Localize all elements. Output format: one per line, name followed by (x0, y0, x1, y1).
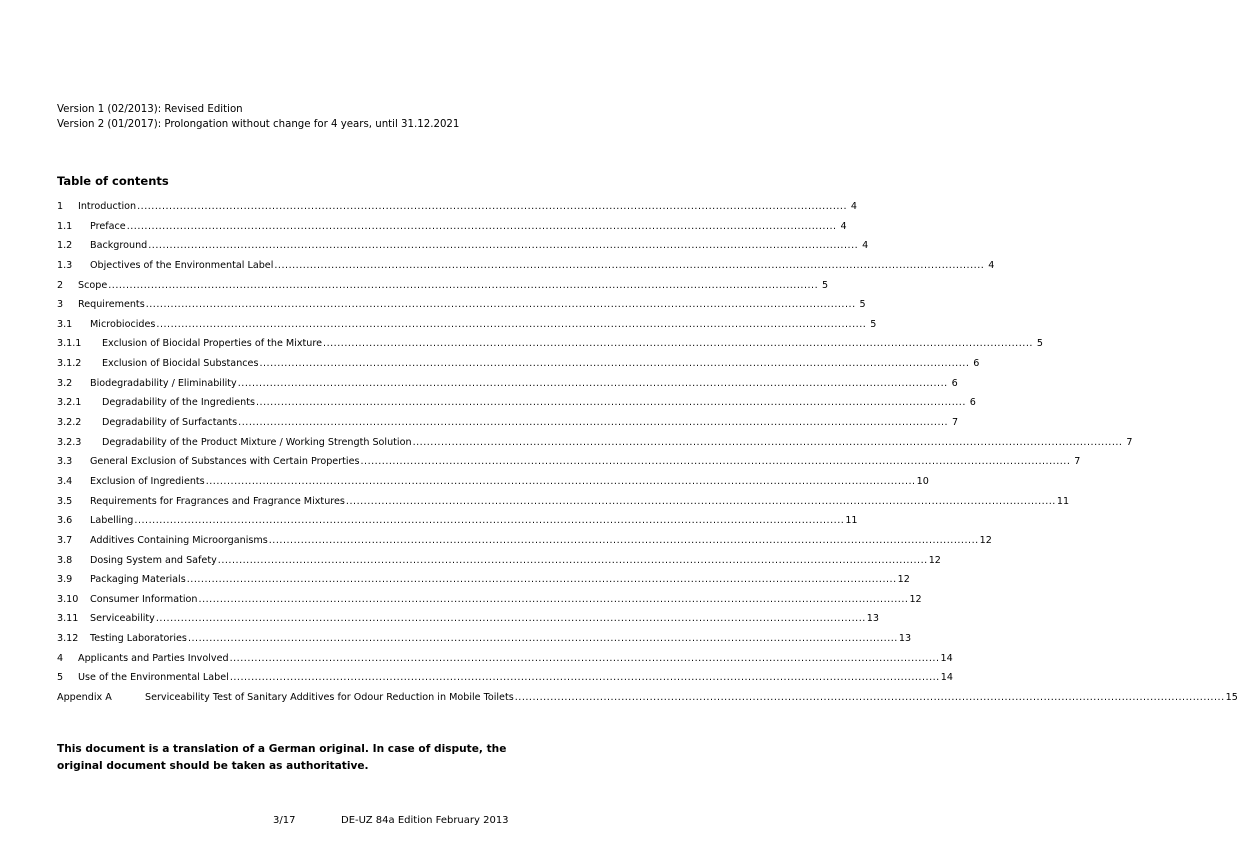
toc-entry-page: 13 (898, 633, 912, 645)
toc-entry-number: 3.6 (57, 515, 73, 527)
toc-entry[interactable] (57, 358, 980, 378)
toc-entry-number: 3.7 (57, 534, 73, 546)
toc-entry-label: Degradability of the Ingredients (102, 397, 255, 409)
toc-entry-label: Use of the Environmental Label (78, 672, 229, 684)
table-of-contents (57, 201, 1238, 712)
toc-entry-page: 4 (862, 240, 869, 252)
toc-entry[interactable] (57, 495, 1070, 516)
toc-entry-page: 12 (979, 534, 992, 546)
toc-leader-dots: ........................................................................................................................................................................................................ (126, 220, 837, 232)
toc-entry-label: Biodegradability / Eliminability (90, 377, 237, 389)
toc-entry-number: 1.2 (57, 240, 73, 252)
toc-entry[interactable] (57, 220, 847, 241)
toc-entry-label: Testing Laboratories (90, 633, 187, 645)
toc-entry-number: 3.4 (57, 475, 73, 487)
toc-leader-dots: ........................................................................................................................................................................................................ (514, 692, 1225, 704)
toc-leader-dots: ........................................................................................................................................................................................................ (229, 652, 940, 664)
toc-leader-dots: ........................................................................................................................................................................................................ (148, 240, 859, 252)
toc-entry-number: 3.8 (57, 554, 73, 566)
toc-leader-dots: ........................................................................................................................................................................................................ (186, 574, 897, 586)
toc-entry-page: 15 (1225, 692, 1238, 704)
toc-entry-label: Requirements (78, 299, 145, 311)
toc-entry-label: Scope (78, 279, 108, 291)
toc-entry-label: Exclusion of Ingredients (90, 475, 205, 487)
toc-leader-dots: ........................................................................................................................................................................................................ (217, 554, 928, 566)
toc-entry-page: 6 (951, 377, 958, 389)
toc-entry-page: 12 (909, 593, 922, 605)
toc-entry-label: Additives Containing Microorganisms (90, 534, 268, 546)
toc-entry-page: 14 (940, 672, 953, 684)
toc-entry[interactable] (57, 515, 858, 535)
toc-entry-number: 3.11 (57, 613, 79, 625)
toc-leader-dots: ........................................................................................................................................................................................................ (323, 338, 1033, 350)
toc-leader-dots: ........................................................................................................................................................................................................ (229, 672, 940, 684)
version-line-2: Version 2 (01/2017): Prolongation without change for 4 years, until 31.12.2021 (57, 119, 460, 130)
toc-leader-dots: ........................................................................................................................................................................................................ (412, 436, 1123, 448)
toc-entry[interactable] (57, 613, 880, 633)
toc-entry-page: 12 (897, 574, 910, 586)
toc-leader-dots: ........................................................................................................................................................................................................ (156, 318, 867, 330)
toc-entry[interactable] (57, 397, 976, 417)
toc-entry-number: 3.5 (57, 495, 73, 507)
toc-entry-label: General Exclusion of Substances with Certain Properties (90, 456, 360, 468)
version-history (57, 102, 459, 132)
toc-leader-dots: ........................................................................................................................................................................................................ (134, 515, 845, 527)
toc-entry-page: 6 (973, 358, 980, 370)
toc-leader-dots: ........................................................................................................................................................................................................ (187, 633, 898, 645)
toc-heading: Table of contents (57, 174, 169, 188)
toc-entry-label: Introduction (78, 201, 137, 212)
toc-entry[interactable] (57, 377, 958, 398)
toc-entry-number: 3 (57, 299, 64, 311)
translation-note: This document is a translation of a German original. In case of dispute, the original document should be taken as authoritative. (57, 743, 507, 772)
toc-entry-page: 10 (916, 475, 929, 487)
toc-entry[interactable] (57, 240, 869, 260)
toc-entry-number: 3.12 (57, 633, 79, 645)
toc-entry-label: Microbiocides (90, 318, 156, 330)
toc-entry-label: Dosing System and Safety (90, 554, 217, 566)
edition-label: DE-UZ 84a Edition February 2013 (341, 815, 509, 826)
toc-entry[interactable] (57, 574, 910, 594)
toc-leader-dots: ........................................................................................................................................................................................................ (360, 456, 1071, 468)
toc-entry-number: 5 (57, 672, 64, 684)
toc-entry-label: Packaging Materials (90, 574, 186, 586)
toc-entry[interactable] (57, 672, 953, 692)
toc-entry[interactable] (57, 534, 992, 555)
toc-entry-number: 3.1.2 (57, 358, 82, 370)
version-line-1: Version 1 (02/2013): Revised Edition (57, 104, 243, 115)
toc-entry-number: 3.1 (57, 318, 73, 330)
toc-entry-number: 2 (57, 279, 64, 291)
toc-entry-page: 13 (866, 613, 880, 625)
toc-entry-label: Degradability of the Product Mixture / Working Strength Solution (102, 436, 412, 448)
toc-leader-dots: ........................................................................................................................................................................................................ (274, 259, 985, 271)
toc-leader-dots: ........................................................................................................................................................................................................ (255, 397, 966, 409)
toc-leader-dots: ........................................................................................................................................................................................................ (345, 495, 1056, 507)
toc-entry-page: 4 (840, 220, 847, 232)
toc-entry-page: 7 (951, 417, 959, 429)
toc-entry[interactable] (57, 299, 866, 319)
toc-entry-page: 5 (822, 279, 829, 291)
toc-entry-label: Serviceability (90, 613, 155, 625)
toc-entry-page: 5 (870, 318, 877, 330)
toc-leader-dots: ........................................................................................................................................................................................................ (237, 377, 948, 389)
toc-entry-page: 7 (1126, 436, 1133, 448)
toc-entry[interactable] (57, 259, 995, 280)
toc-entry-page: 7 (1074, 456, 1081, 468)
toc-entry-number: 4 (57, 652, 64, 664)
toc-entry-number: 1.1 (57, 220, 73, 232)
toc-entry-label: Serviceability Test of Sanitary Additives for Odour Reduction in Mobile Toilets (145, 692, 514, 704)
toc-entry-page: 5 (859, 299, 866, 311)
toc-entry-number: 3.3 (57, 456, 73, 468)
toc-entry-label: Labelling (90, 515, 134, 527)
toc-entry-page: 4 (988, 259, 995, 271)
toc-entry-number: 3.2.1 (57, 397, 82, 409)
toc-entry[interactable] (57, 475, 929, 496)
toc-entry-label: Applicants and Parties Involved (78, 652, 229, 664)
toc-entry[interactable] (57, 417, 959, 437)
toc-entry-number: 3.10 (57, 593, 79, 605)
toc-entry-label: Background (90, 240, 148, 252)
toc-entry-label: Requirements for Fragrances and Fragrance Mixtures (90, 495, 345, 507)
toc-entry-label: Preface (90, 220, 126, 232)
toc-entry-page: 6 (969, 397, 976, 409)
toc-entry-label: Exclusion of Biocidal Substances (102, 358, 259, 370)
toc-entry[interactable] (57, 436, 1133, 457)
toc-entry[interactable] (57, 318, 877, 339)
toc-leader-dots: ........................................................................................................................................................................................................ (259, 358, 970, 370)
page-number: 3/17 (273, 815, 296, 826)
toc-leader-dots: ........................................................................................................................................................................................................ (268, 534, 979, 546)
toc-entry-label: Degradability of Surfactants (102, 417, 238, 429)
toc-entry-label: Consumer Information (90, 593, 198, 605)
toc-entry-number: 3.2 (57, 377, 73, 389)
toc-entry-page: 11 (1056, 495, 1070, 507)
toc-entry-label: Exclusion of Biocidal Properties of the Mixture (102, 338, 323, 350)
toc-entry[interactable] (57, 593, 922, 614)
toc-entry-page: 12 (928, 554, 941, 566)
toc-leader-dots: ........................................................................................................................................................................................................ (238, 417, 949, 429)
toc-entry[interactable] (57, 338, 1043, 358)
toc-entry-label: Objectives of the Environmental Label (90, 259, 274, 271)
toc-entry[interactable] (57, 456, 1081, 476)
toc-entry-page: 14 (940, 652, 953, 664)
toc-entry-number: Appendix A (57, 692, 112, 704)
toc-entry-number: 3.2.2 (57, 417, 82, 429)
toc-leader-dots: ........................................................................................................................................................................................................ (205, 475, 916, 487)
toc-entry-page: 5 (1036, 338, 1043, 350)
toc-entry-number: 3.1.1 (57, 338, 82, 350)
toc-entry-number: 1.3 (57, 259, 73, 271)
toc-entry-number: 3.2.3 (57, 436, 82, 448)
toc-leader-dots: ........................................................................................................................................................................................................ (155, 613, 866, 625)
toc-entry[interactable] (57, 201, 858, 221)
toc-entry-page: 11 (845, 515, 858, 527)
toc-entry[interactable] (57, 652, 953, 673)
toc-leader-dots: ........................................................................................................................................................................................................ (137, 201, 848, 212)
toc-entry-number: 1 (57, 201, 64, 212)
toc-entry-page: 4 (850, 201, 858, 212)
toc-leader-dots: ........................................................................................................................................................................................................ (198, 593, 909, 605)
toc-entry[interactable] (57, 692, 1238, 712)
toc-entry[interactable] (57, 633, 912, 653)
toc-leader-dots: ........................................................................................................................................................................................................ (108, 279, 819, 291)
toc-entry-number: 3.9 (57, 574, 73, 586)
toc-entry[interactable] (57, 554, 941, 575)
toc-entry[interactable] (57, 279, 829, 300)
toc-leader-dots: ........................................................................................................................................................................................................ (145, 299, 856, 311)
